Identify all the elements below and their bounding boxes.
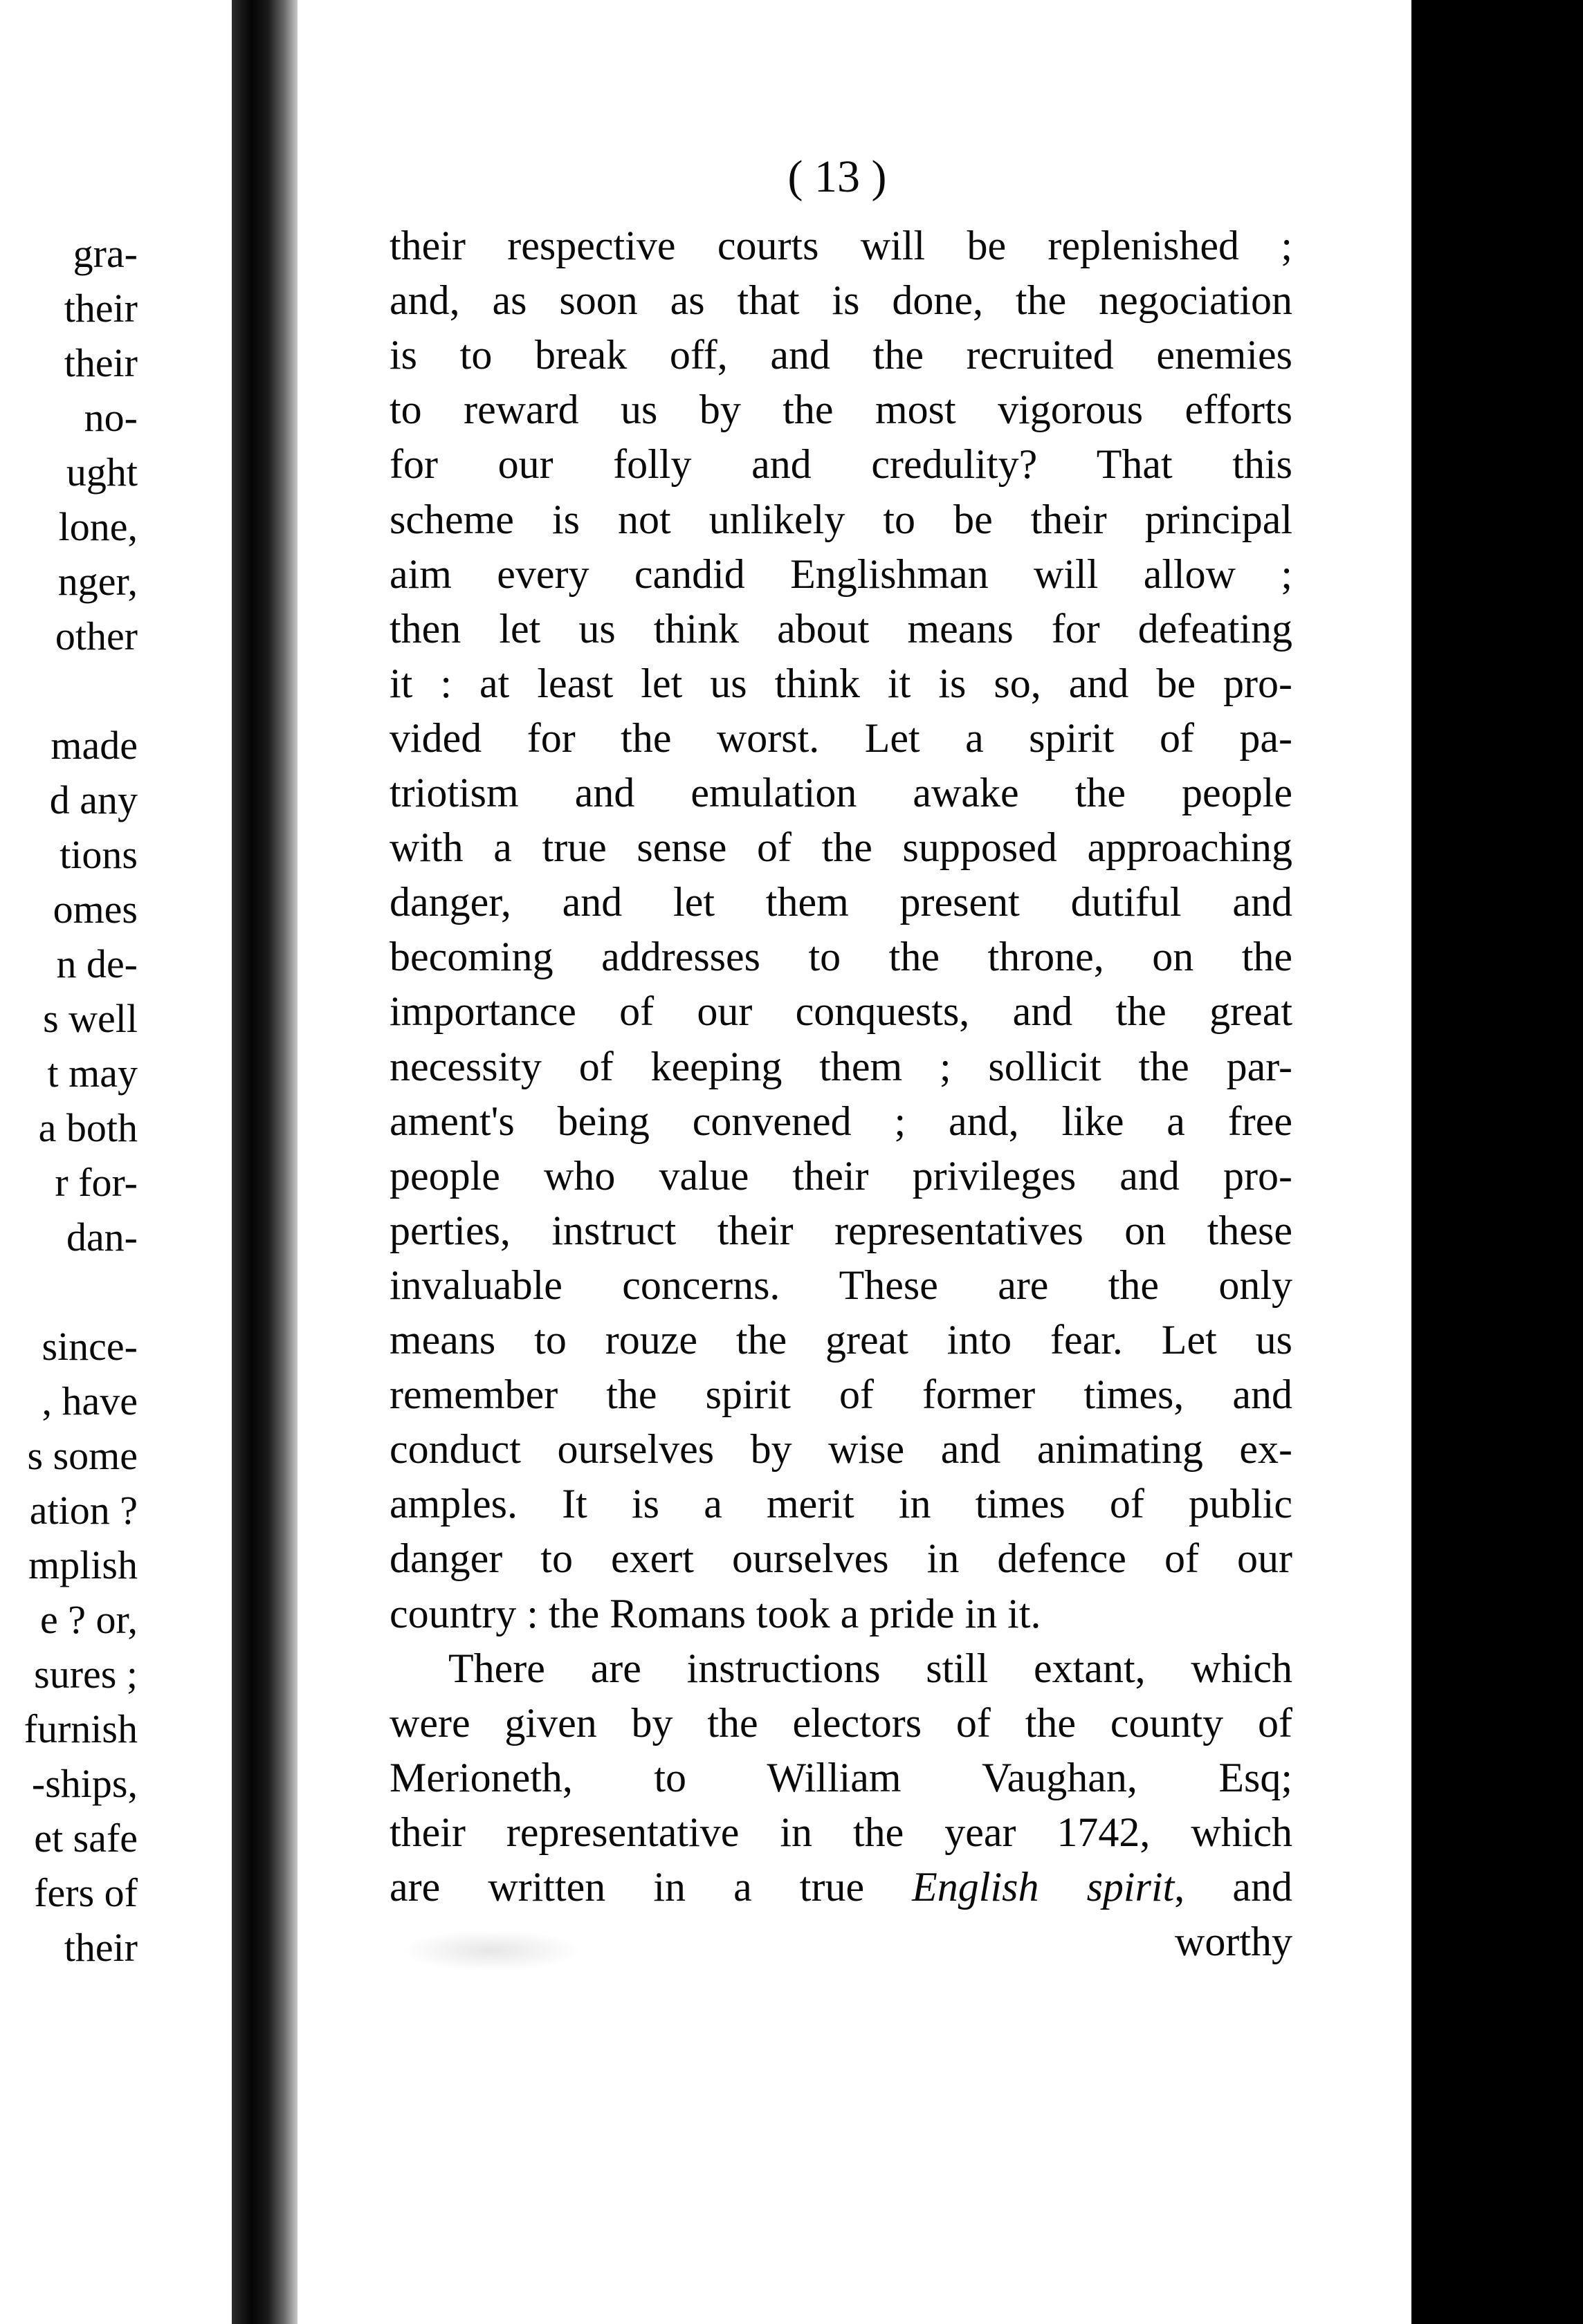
body-line: amples. It is a merit in times of public (390, 1481, 1292, 1527)
ink-bleed-through (401, 1930, 581, 1971)
left-page-line: other (55, 614, 138, 658)
body-line: means to rouze the great into fear. Let us (390, 1317, 1292, 1363)
left-page-line: dan- (66, 1215, 138, 1260)
body-line: remember the spirit of former times, and (390, 1372, 1292, 1417)
body-line: becoming addresses to the throne, on the (390, 934, 1292, 979)
body-line: conduct ourselves by wise and animating ex- (390, 1426, 1292, 1472)
left-page-line: furnish (24, 1706, 138, 1751)
left-page-line: their (64, 340, 138, 385)
body-line: their respective courts will be replenished ; (390, 223, 1292, 268)
body-line: scheme is not unlikely to be their principal (390, 497, 1292, 542)
left-page-line: , have (42, 1378, 138, 1423)
body-line: for our folly and credulity? That this (390, 441, 1292, 487)
left-page-line: a both (38, 1105, 138, 1150)
page-number: ( 13 ) (787, 151, 887, 202)
body-line: perties, instruct their representatives on these (390, 1208, 1292, 1253)
left-page-line: tions (60, 832, 138, 877)
body-line: ament's being convened ; and, like a free (390, 1098, 1292, 1144)
body-line: aim every candid Englishman will allow ; (390, 551, 1292, 597)
left-page-line: lone, (58, 504, 138, 549)
body-line: is to break off, and the recruited enemies (390, 332, 1292, 378)
left-page-line: d any (49, 777, 138, 822)
body-line: country : the Romans took a pride in it. (390, 1591, 1041, 1636)
left-page-line: sures ; (34, 1652, 138, 1697)
body-line: Merioneth, to William Vaughan, Esq; (390, 1755, 1292, 1800)
body-line: were given by the electors of the county of (390, 1700, 1292, 1746)
body-line: danger, and let them present dutiful and (390, 879, 1292, 925)
left-page-line: s some (27, 1433, 138, 1478)
body-text-run: are written in a true (390, 1864, 913, 1910)
body-line: necessity of keeping them ; sollicit the par- (390, 1044, 1292, 1089)
body-line: danger to exert ourselves in defence of our (390, 1536, 1292, 1581)
left-page-line: made (51, 723, 138, 768)
left-page-line: ught (66, 450, 138, 495)
left-page-line: mplish (28, 1542, 138, 1587)
body-line: There are instructions still extant, which (448, 1645, 1292, 1691)
left-page-line: nger, (57, 559, 138, 604)
body-line: to reward us by the most vigorous efforts (390, 387, 1292, 432)
left-page-line: gra- (73, 231, 138, 276)
italic-phrase: English spirit (912, 1864, 1175, 1910)
body-line: then let us think about means for defeating (390, 606, 1292, 652)
left-page-line: fers of (34, 1870, 138, 1915)
body-line: with a true sense of the supposed approaching (390, 824, 1292, 870)
body-line: vided for the worst. Let a spirit of pa- (390, 715, 1292, 761)
left-page-line: s well (43, 996, 138, 1041)
left-page-line: et safe (34, 1816, 138, 1861)
left-page-line: r for- (55, 1160, 138, 1205)
catchword: worthy (1175, 1919, 1292, 1964)
left-page-line: omes (53, 887, 138, 932)
left-page-line: -ships, (31, 1761, 138, 1806)
body-line: their representative in the year 1742, which (390, 1809, 1292, 1855)
body-line: triotism and emulation awake the people (390, 770, 1292, 815)
left-page-line: no- (84, 395, 138, 440)
left-page-line: e ? or, (40, 1597, 138, 1642)
left-page-line: ation ? (29, 1488, 138, 1533)
body-text-run: , and (1174, 1864, 1292, 1910)
left-page-line: t may (47, 1051, 138, 1096)
body-line (390, 1863, 1292, 1911)
body-line: importance of our conquests, and the great (390, 988, 1292, 1034)
body-line: and, as soon as that is done, the negociation (390, 277, 1292, 323)
body-line: people who value their privileges and pro- (390, 1153, 1292, 1199)
body-line: invaluable concerns. These are the only (390, 1262, 1292, 1308)
body-line: it : at least let us think it is so, and be pro- (390, 661, 1292, 706)
left-page-line: since- (42, 1324, 138, 1369)
left-page-line: their (64, 286, 138, 331)
left-page-line: their (64, 1925, 138, 1970)
left-page-line: n de- (56, 941, 138, 986)
